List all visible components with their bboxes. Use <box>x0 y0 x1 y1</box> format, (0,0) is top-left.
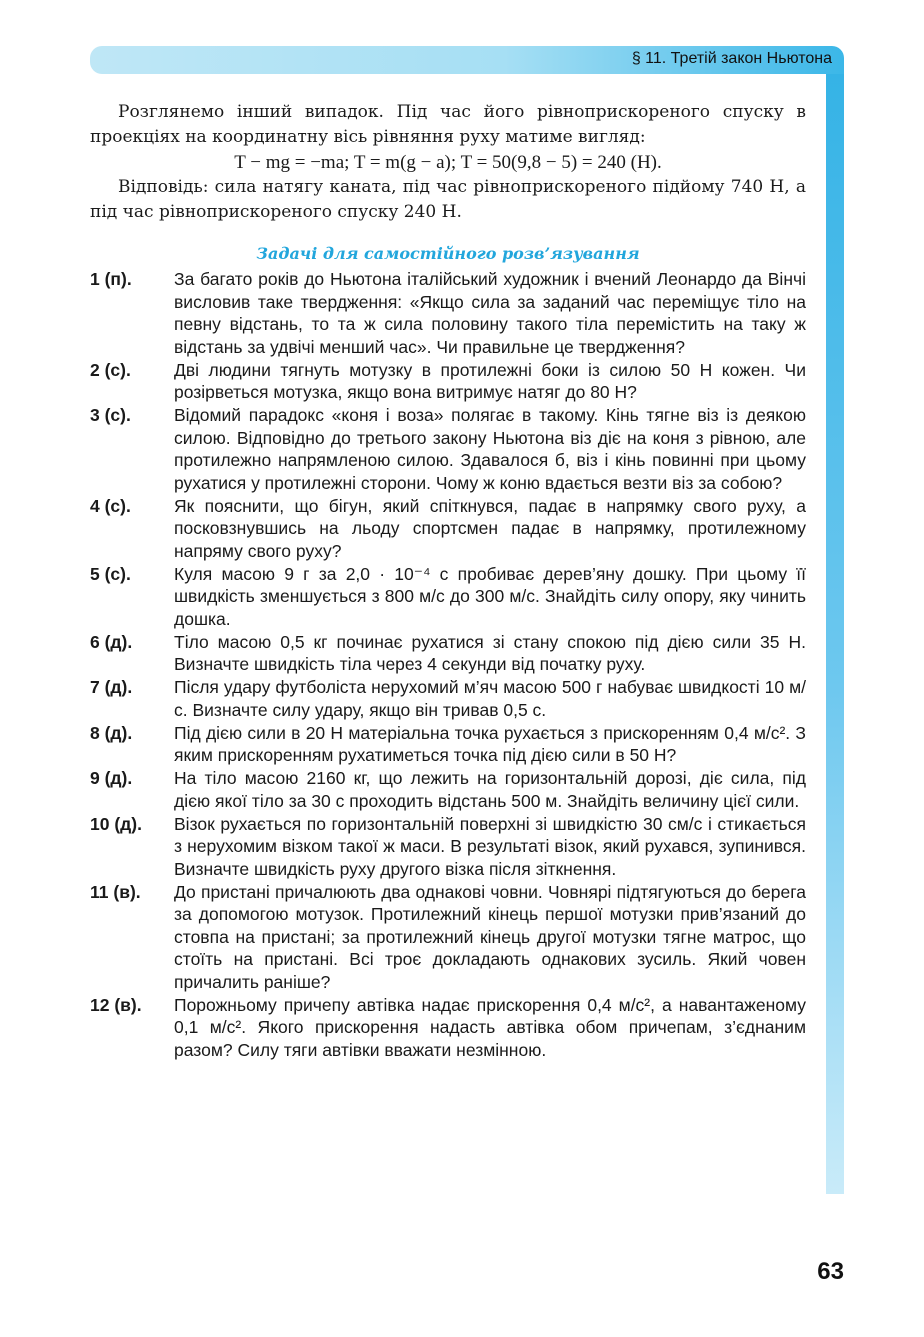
problem-item <box>90 631 806 676</box>
problem-text: Під дією сили в 20 Н матеріальна точка рухається з прискоренням 0,4 м/с². З яким прискоренням рухатиметься точка під дією сили в 50 Н? <box>174 722 806 765</box>
problem-number: 10 (д). <box>90 813 142 834</box>
side-decoration-bar <box>826 74 844 1194</box>
problem-number: 5 (с). <box>90 563 131 584</box>
problem-item <box>90 881 806 994</box>
problem-item <box>90 676 806 721</box>
problem-item <box>90 404 806 494</box>
problem-text: На тіло масою 2160 кг, що лежить на горизонтальній дорозі, діє сила, під дією якої тіло за 30 с проходить відстань 500 м. Знайдіть величину цієї сили. <box>174 768 806 811</box>
problem-text: Візок рухається по горизонтальній поверхні зі швидкістю 30 см/с і стикається з нерухомим візком такої ж маси. В результаті візок, який рухався, зупинився. Визначте швидкість руху другого візка після зіткнення. <box>174 813 806 879</box>
problem-item <box>90 994 806 1062</box>
problem-number: 1 (п). <box>90 269 132 289</box>
problem-number: 2 (с). <box>90 359 131 380</box>
problem-number: 4 (с). <box>90 495 131 516</box>
problem-number: 9 (д). <box>90 768 133 788</box>
problem-text: Тіло масою 0,5 кг починає рухатися зі стану спокою під дією сили 35 Н. Визначте швидкість тіла через 4 секунди від початку руху. <box>174 631 806 674</box>
problem-text: Порожньому причепу автівка надає прискорення 0,4 м/с², а навантаженому 0,1 м/с². Якого прискорення надасть автівка обом причепам, з’єднаним разом? Силу тяги автівки вважати незмінною. <box>174 994 806 1060</box>
problem-text: За багато років до Ньютона італійський художник і вчений Леонардо да Вінчі висловив таке твердження: «Якщо сила за заданий час переміщує тіло на певну відстань, то та ж сила половину такого тіла перемістить на таку ж відстань за удвічі менший час». Чи правильне це твердження? <box>174 269 806 357</box>
problem-item <box>90 495 806 563</box>
formula-line: T − mg = −ma; T = m(g − a); T = 50(9,8 − 5) = 240 (Н). <box>234 152 662 173</box>
problem-number: 7 (д). <box>90 677 133 697</box>
problem-item <box>90 813 806 881</box>
problem-text: Як пояснити, що бігун, який спіткнувся, падає в напрямку свого руху, а посковзнувшись на льоду спортсмен падає в напрямку, протилежному напряму свого руху? <box>174 495 806 561</box>
problem-number: 8 (д). <box>90 722 133 743</box>
problem-number: 3 (с). <box>90 405 131 425</box>
problem-text: Відомий парадокс «коня і воза» полягає в такому. Кінь тягне віз із деякою силою. Відповідно до третього закону Ньютона віз діє на коня з рівною, але протилежно напрямленою силою. Здавалося б, віз і кінь повинні при цьому рухатися у протилежні сторони. Чому ж коню вдається везти віз за собою? <box>174 405 806 493</box>
section-title: Задачі для самостійного розв’язування <box>256 244 640 263</box>
problem-text: Після удару футболіста нерухомий м’яч масою 500 г набуває швидкості 10 м/с. Визначте силу удару, якщо він тривав 0,5 с. <box>174 677 806 720</box>
intro-block <box>90 100 806 225</box>
problem-text: Дві людини тягнуть мотузку в протилежні боки із силою 50 Н кожен. Чи розірветься мотузка, якщо вона витримує натяг до 80 Н? <box>174 359 806 402</box>
page-number: 63 <box>817 1258 844 1285</box>
problem-number: 6 (д). <box>90 631 133 652</box>
intro-paragraph: Розглянемо інший випадок. Під час його рівноприскореного спуску в проекціях на координатну вісь рівняння руху матиме вигляд: <box>90 102 806 147</box>
problem-item <box>90 268 806 358</box>
problem-item <box>90 722 806 767</box>
problem-item <box>90 563 806 631</box>
problem-number: 12 (в). <box>90 994 142 1015</box>
problem-item <box>90 359 806 404</box>
problem-item <box>90 767 806 812</box>
problem-number: 11 (в). <box>90 881 141 902</box>
chapter-title: § 11. Третій закон Ньютона <box>631 50 832 67</box>
answer-paragraph: Відповідь: сила натягу каната, під час рівноприскореного підйому 740 Н, а під час рівноприскореного спуску 240 Н. <box>90 177 806 222</box>
problem-text: Куля масою 9 г за 2,0 · 10⁻⁴ с пробиває дерев’яну дошку. При цьому її швидкість зменшується з 800 м/с до 300 м/с. Знайдіть силу опору, яку чинить дошка. <box>174 563 806 629</box>
problem-list <box>90 268 806 1062</box>
problem-text: До пристані причалюють два однакові човни. Човнярі підтягуються до берега за допомогою мотузок. Протилежний кінець першої мотузки прив’язаний до стовпа на пристані; за протилежний кінець другої мотузки тягне матрос, що стоїть на пристані. Всі троє докладають однакових зусиль. Який човен причалить раніше? <box>174 881 806 992</box>
chapter-header-bar <box>90 46 844 74</box>
